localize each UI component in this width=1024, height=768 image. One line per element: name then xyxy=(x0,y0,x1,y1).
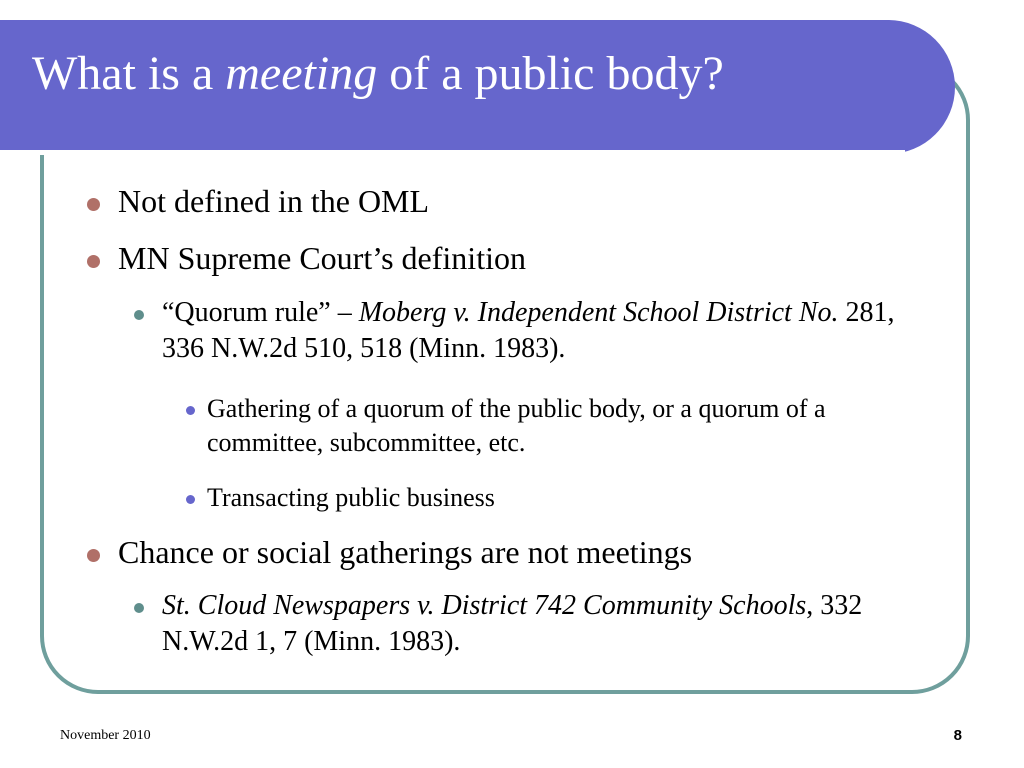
bullet-marker-icon xyxy=(87,549,100,562)
bullet-text: Chance or social gatherings are not meetings xyxy=(118,534,693,570)
slide-title-emphasis: meeting xyxy=(225,47,378,100)
bullet-text-plain: 281, 336 N.W.2d 510, 518 (Minn. 1983). xyxy=(162,297,895,365)
bullet-marker-icon xyxy=(87,255,100,268)
slide-title-end: of a public body? xyxy=(377,47,724,100)
page-number: 8 xyxy=(953,727,962,744)
bullet-item xyxy=(162,295,922,368)
case-citation-italic: St. Cloud Newspapers v. District 742 Community Schools xyxy=(162,590,807,621)
bullet-marker-icon xyxy=(134,310,144,320)
bullet-text: Transacting public business xyxy=(207,483,495,512)
bullet-item xyxy=(162,588,922,661)
bullet-text-plain: “Quorum rule” – xyxy=(162,297,359,328)
bullet-marker-icon xyxy=(134,603,144,613)
bullet-item xyxy=(118,532,938,574)
bullet-item xyxy=(207,481,907,515)
bullet-text: Gathering of a quorum of the public body, or a quorum of a committee, subcommittee, etc. xyxy=(207,394,826,457)
footer-date: November 2010 xyxy=(60,728,151,743)
slide-title-start: What is a xyxy=(32,47,226,100)
bullet-text-plain: , 332 N.W.2d 1, 7 (Minn. 1983). xyxy=(162,590,863,658)
bullet-item xyxy=(118,238,938,280)
bullet-marker-icon xyxy=(87,198,100,211)
bullet-item xyxy=(207,392,907,460)
bullet-item xyxy=(118,181,938,223)
case-citation-italic: Moberg v. Independent School District No. xyxy=(358,297,839,328)
bullet-text: Not defined in the OML xyxy=(118,183,430,219)
bullet-marker-icon xyxy=(186,495,195,504)
bullet-text: MN Supreme Court’s definition xyxy=(118,240,526,276)
bullet-marker-icon xyxy=(186,406,195,415)
